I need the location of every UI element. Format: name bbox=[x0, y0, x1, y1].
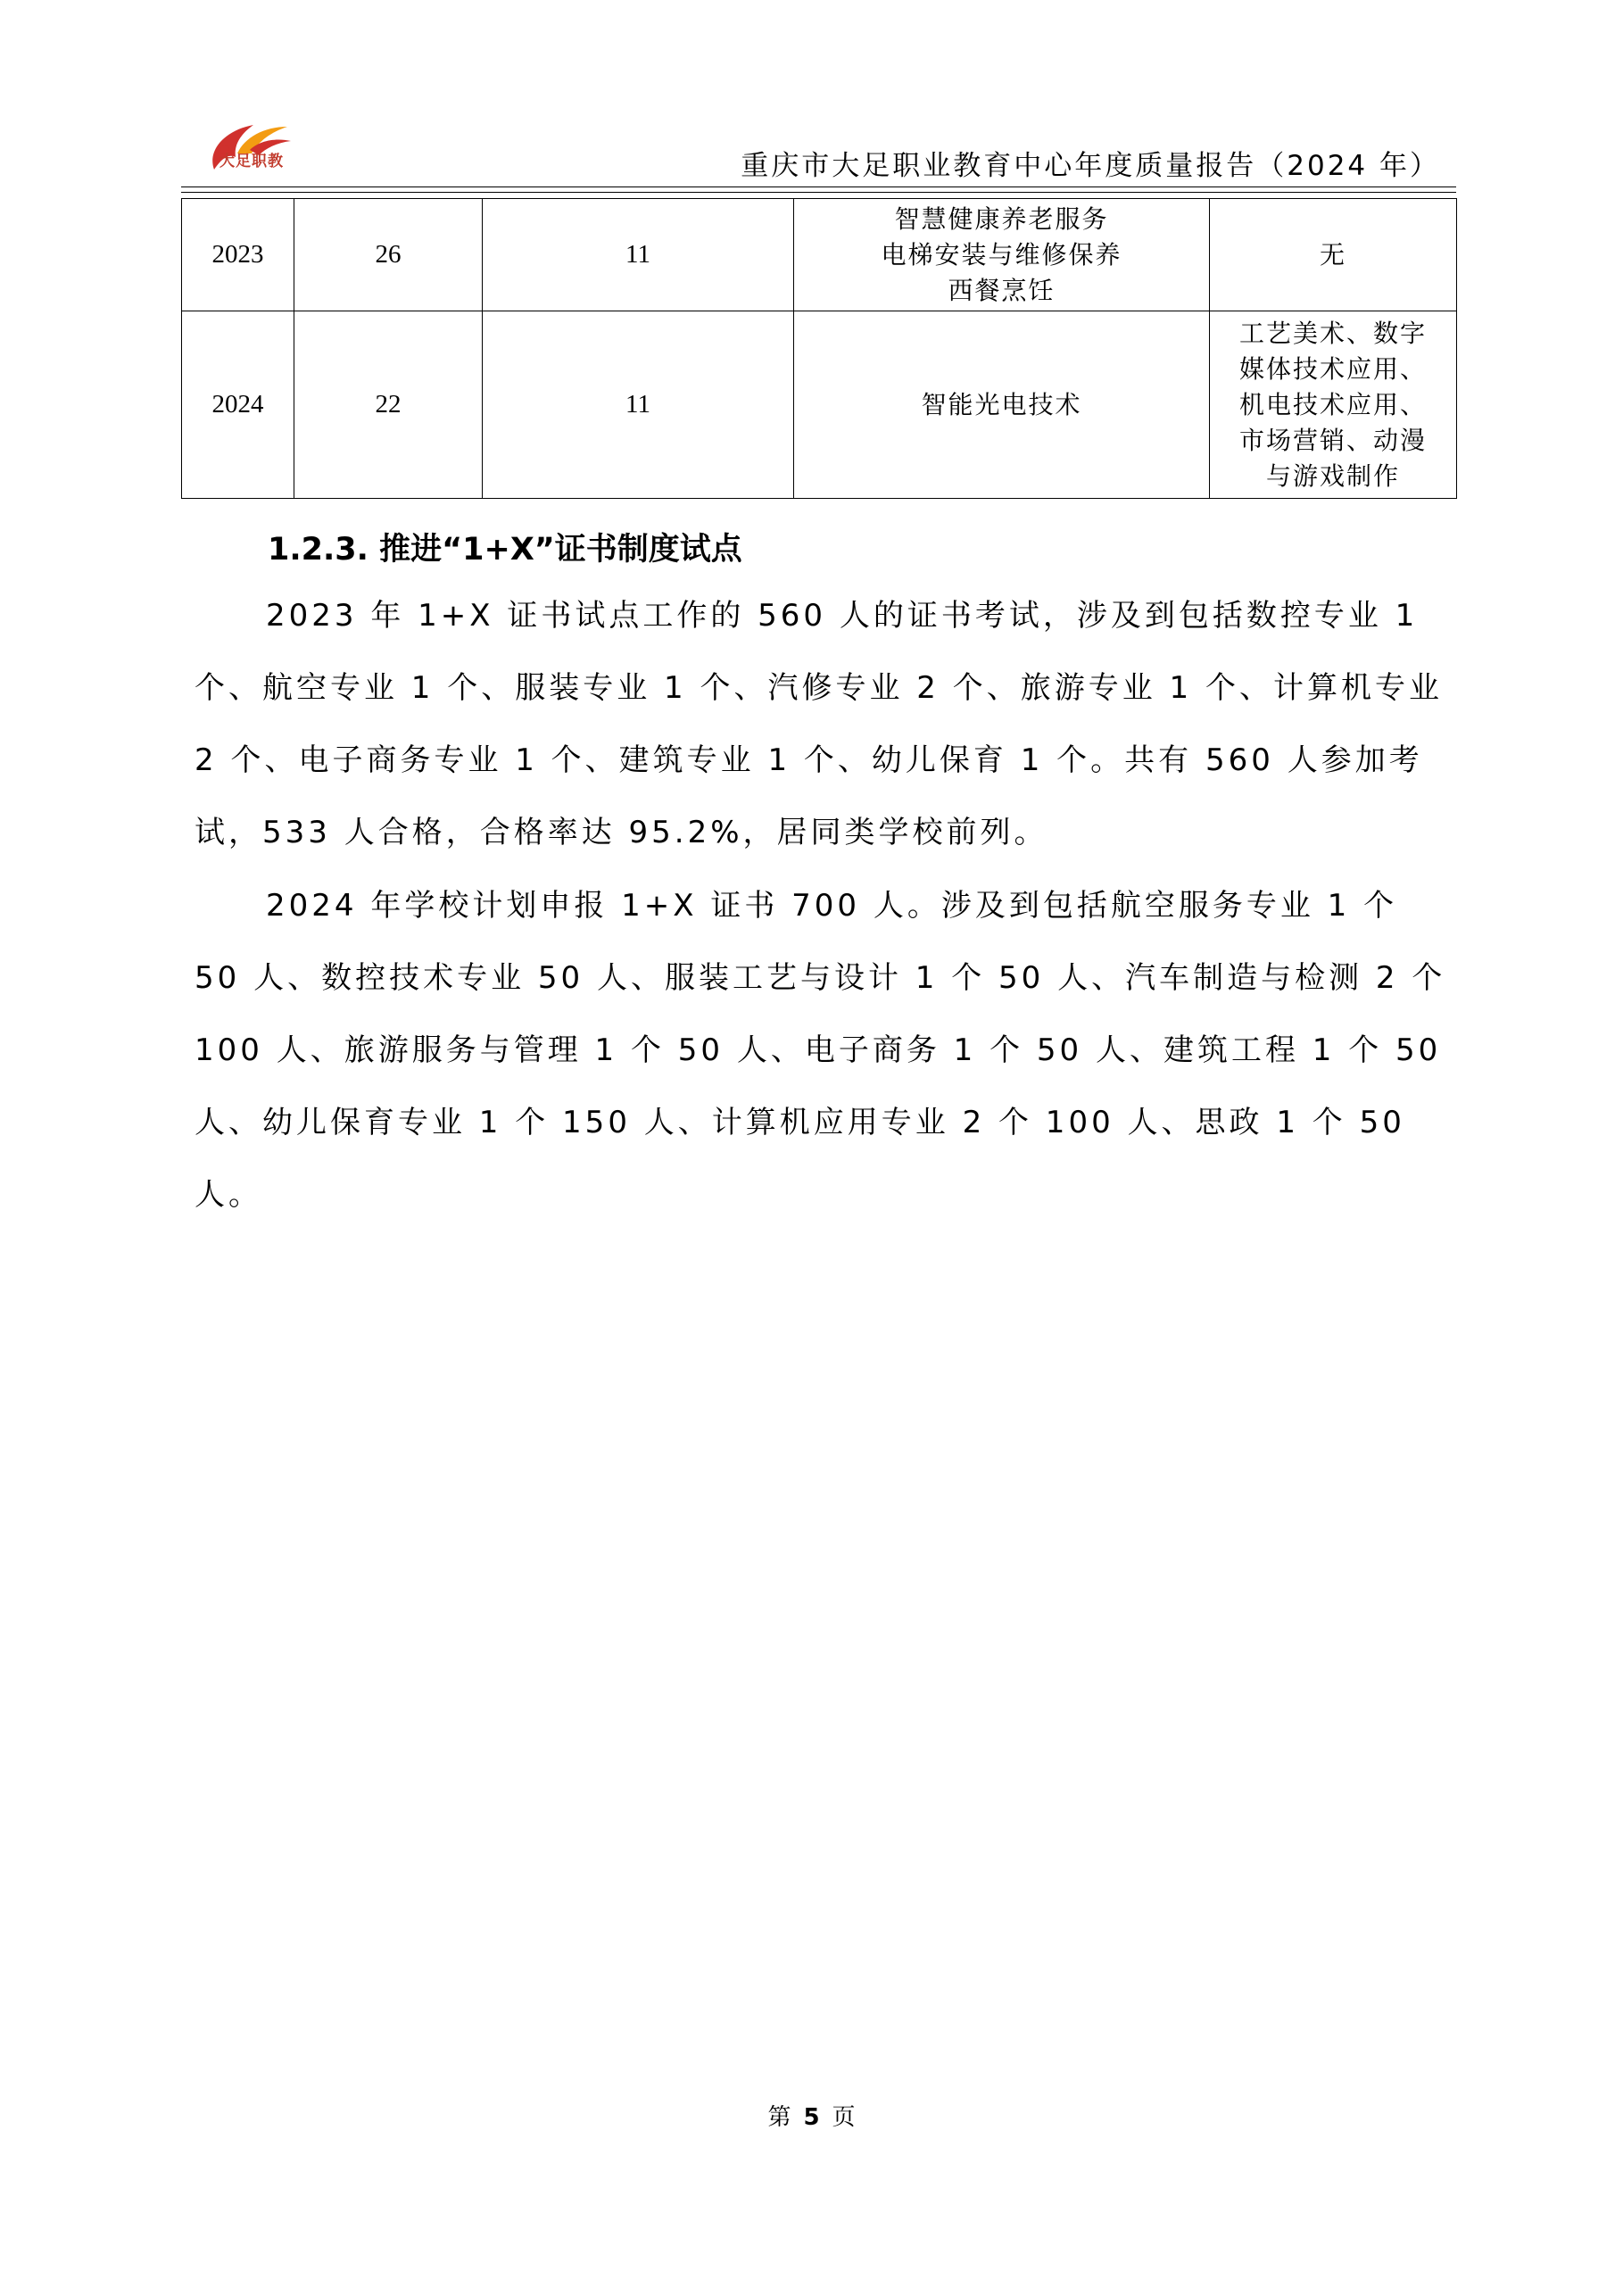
new-majors-cell bbox=[794, 311, 1210, 499]
count-cell: 11 bbox=[483, 311, 794, 499]
major-name: 工艺美术、数字 bbox=[1238, 318, 1427, 348]
count-cell: 22 bbox=[294, 311, 483, 499]
header-rule bbox=[181, 192, 1456, 193]
count-cell: 26 bbox=[294, 199, 483, 311]
major-name: 与游戏制作 bbox=[1265, 460, 1400, 491]
page-number-prefix: 第 bbox=[767, 2104, 791, 2131]
major-name: 西餐烹饪 bbox=[948, 275, 1056, 305]
year-cell: 2024 bbox=[182, 311, 294, 499]
section-heading: 1.2.3. 推进“1+X”证书制度试点 bbox=[268, 532, 742, 568]
table-row bbox=[182, 311, 1457, 499]
page-footer bbox=[0, 2099, 1623, 2132]
body-paragraph: 2024 年学校计划申报 1+X 证书 700 人。涉及到包括航空服务专业 1 个 50 人、数控技术专业 50 人、服装工艺与设计 1 个 50 人、汽车制造与检测 2 个 100 人、旅游服务与管理 1 个 50 人、电子商务 1 个 50 人、建筑工程 1 个 50 人、幼儿保育专业 1 个 150 人、计算机应用专业 2 个 100 人、思政 1 个 50 人。 bbox=[195, 888, 1446, 1213]
count-cell: 11 bbox=[483, 199, 794, 311]
major-name: 媒体技术应用、 bbox=[1238, 353, 1427, 384]
new-majors-cell bbox=[794, 199, 1210, 311]
major-name: 市场营销、动漫 bbox=[1238, 425, 1427, 455]
major-name: 无 bbox=[1319, 239, 1346, 269]
removed-majors-cell bbox=[1210, 311, 1457, 499]
majors-table bbox=[181, 198, 1457, 499]
logo-text: 大足职教 bbox=[219, 153, 284, 170]
major-name: 机电技术应用、 bbox=[1238, 389, 1427, 419]
header-rule bbox=[181, 186, 1456, 187]
page-number-suffix: 页 bbox=[832, 2104, 856, 2131]
major-name: 智慧健康养老服务 bbox=[894, 203, 1109, 234]
body-paragraph: 2023 年 1+X 证书试点工作的 560 人的证书考试，涉及到包括数控专业 1 个、航空专业 1 个、服装专业 1 个、汽修专业 2 个、旅游专业 1 个、计算机专业 2 个、电子商务专业 1 个、建筑专业 1 个、幼儿保育 1 个。共有 560 人参加考试，533 人合格，合格率达 95.2%，居同类学校前列。 bbox=[195, 598, 1443, 850]
year-cell: 2023 bbox=[182, 199, 294, 311]
table-row bbox=[182, 199, 1457, 311]
page-number: 5 bbox=[803, 2104, 820, 2131]
removed-majors-cell bbox=[1210, 199, 1457, 311]
major-name: 电梯安装与维修保养 bbox=[881, 239, 1122, 269]
report-header-title: 重庆市大足职业教育中心年度质量报告（2024 年） bbox=[741, 150, 1440, 182]
major-name: 智能光电技术 bbox=[921, 389, 1082, 419]
